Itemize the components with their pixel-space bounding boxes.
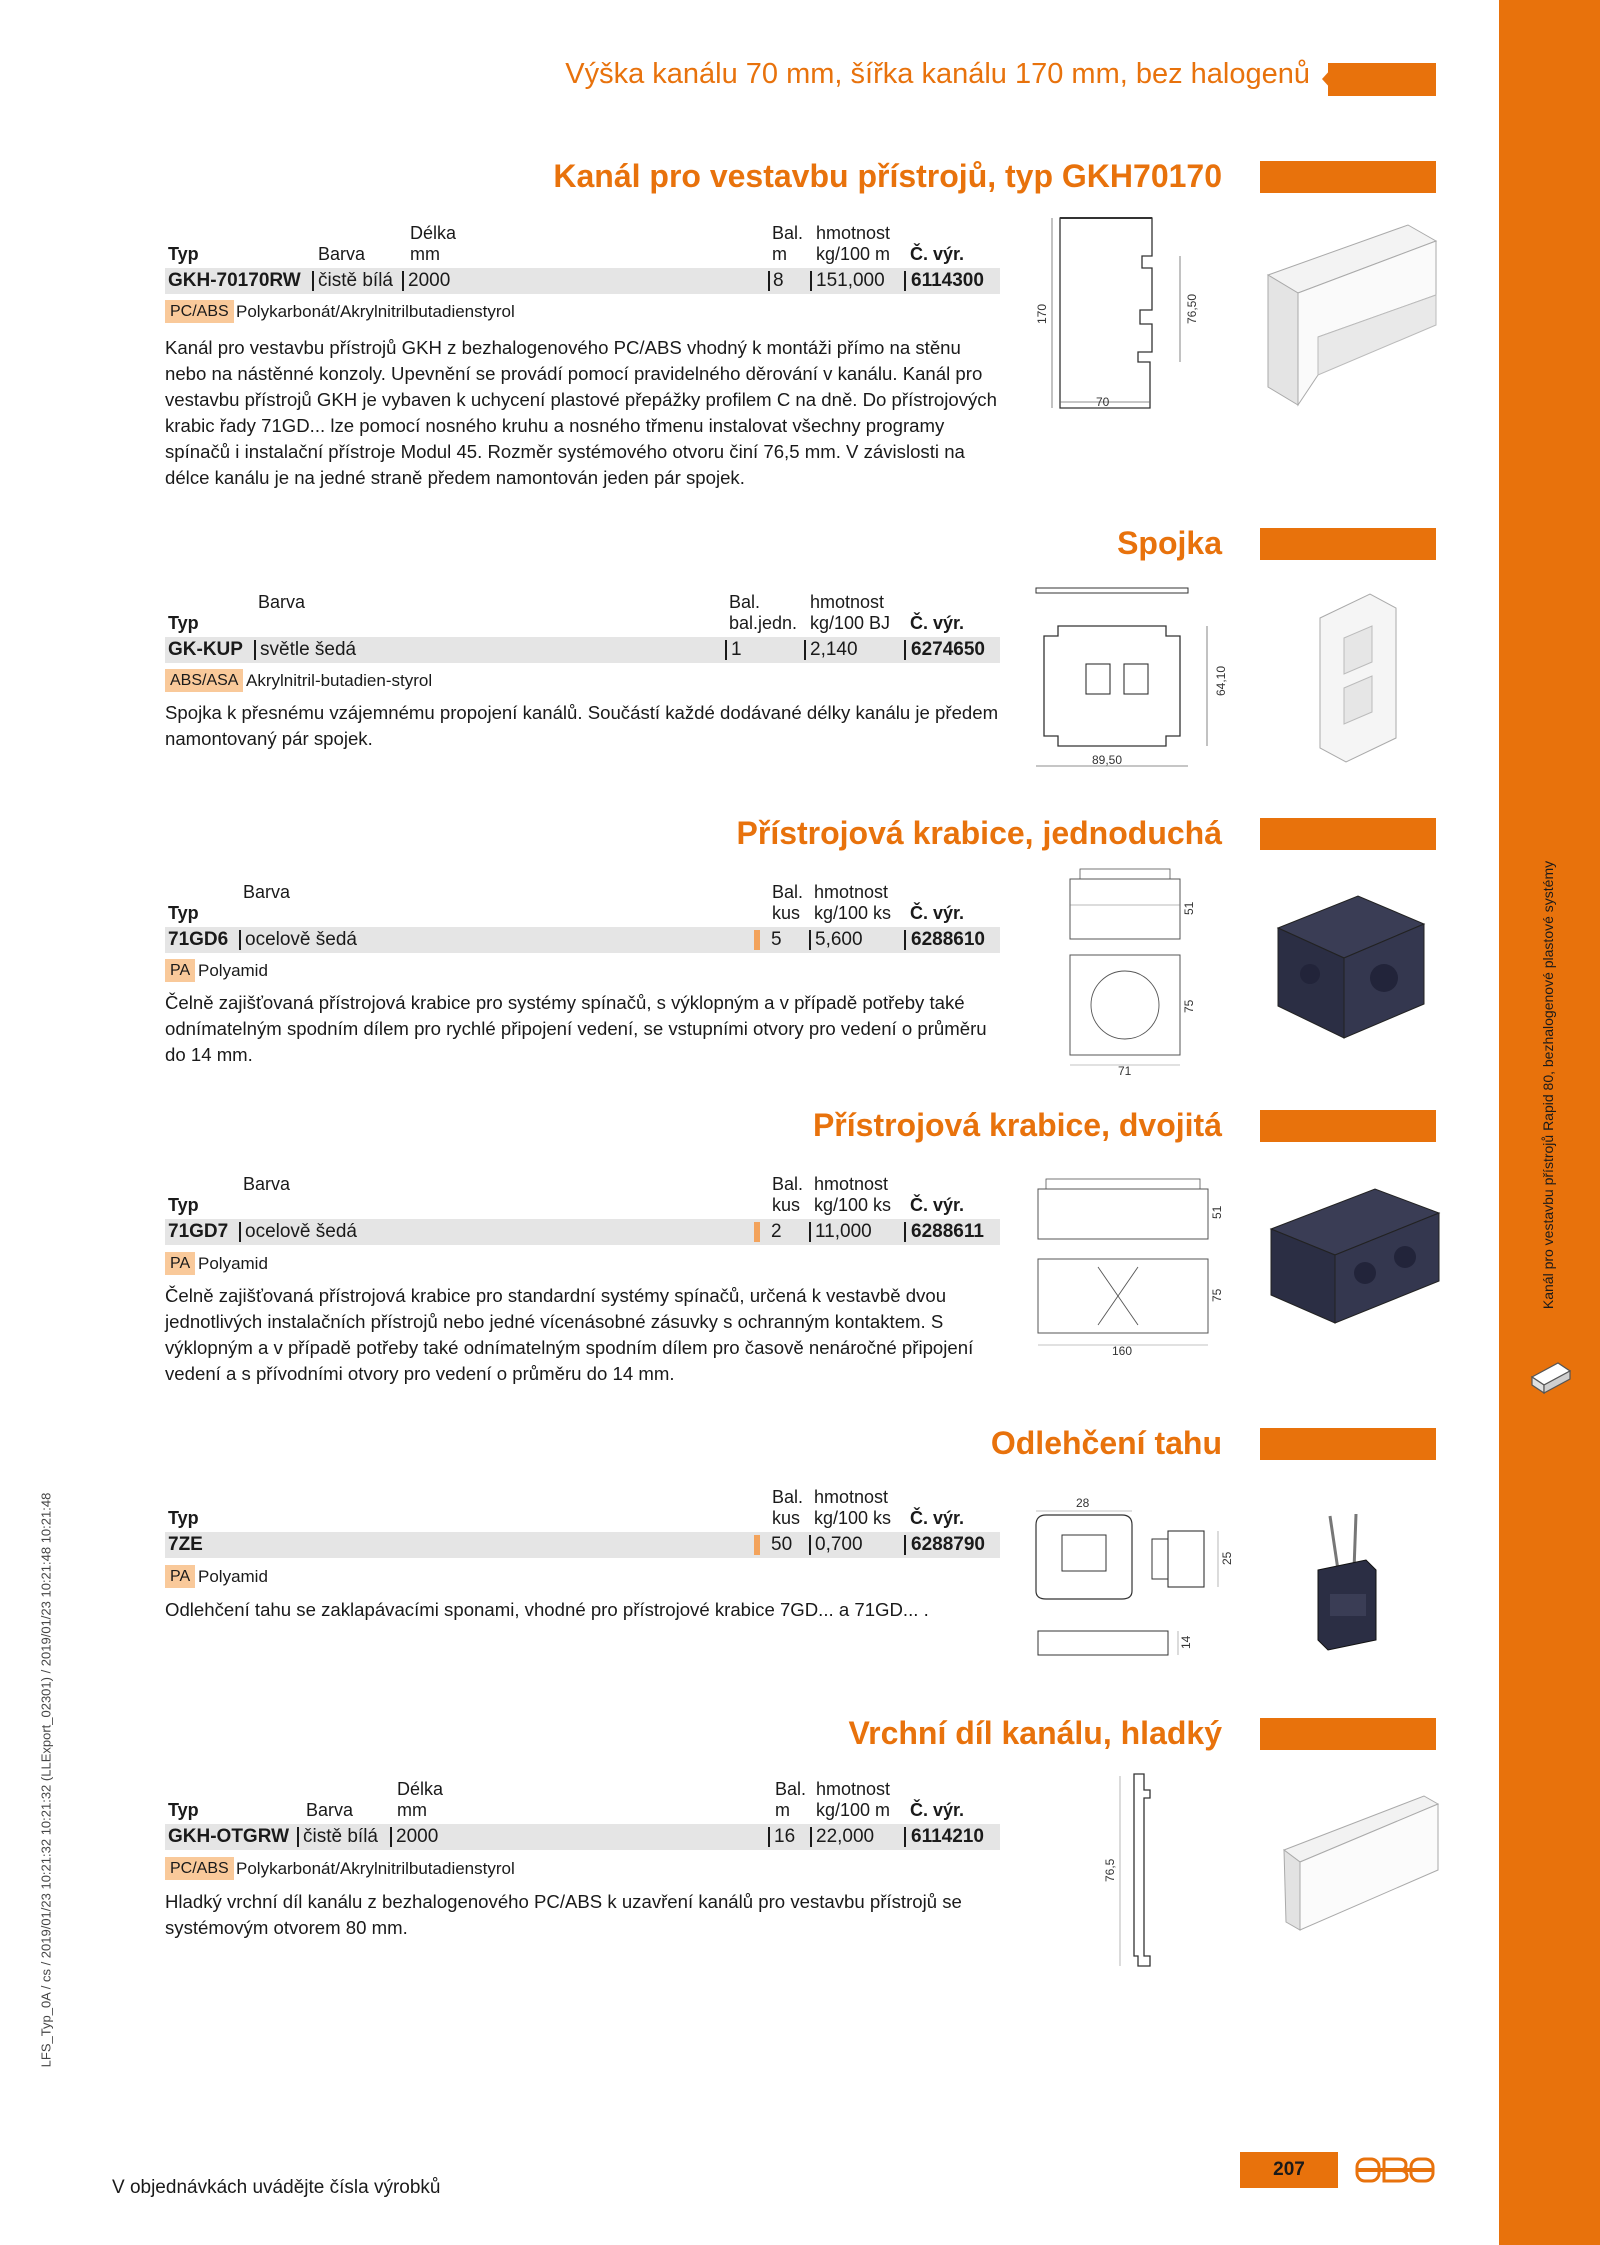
- product-length: 2000: [396, 1826, 439, 1847]
- pack-marker: [754, 1535, 760, 1555]
- dim-height: 25: [1220, 1551, 1234, 1565]
- box-double-3d-image: [1265, 1183, 1445, 1333]
- table-row: [165, 268, 1000, 294]
- product-type: GKH-OTGRW: [168, 1826, 290, 1847]
- section-title-bar: [1260, 1428, 1436, 1460]
- product-type: GKH-70170RW: [168, 270, 301, 291]
- material-code-tag: PA: [165, 1565, 195, 1588]
- col-header-type: Typ: [168, 1800, 199, 1820]
- col-header-length-unit: mm: [397, 1800, 427, 1820]
- cell-separator: [809, 1535, 811, 1555]
- material-description: Polykarbonát/Akrylnitrilbutadienstyrol: [236, 302, 515, 321]
- section-title-bar: [1260, 161, 1436, 193]
- product-color: ocelově šedá: [245, 929, 357, 950]
- product-type: 7ZE: [168, 1534, 203, 1555]
- product-article-number: 6288610: [911, 929, 985, 950]
- cell-separator: [804, 640, 806, 660]
- dim-depth: 51: [1182, 901, 1196, 915]
- product-weight: 5,600: [815, 929, 863, 950]
- material-code-tag: PA: [165, 959, 195, 982]
- cell-separator: [904, 640, 906, 660]
- cell-separator: [904, 930, 906, 950]
- dim-width: 160: [1112, 1344, 1133, 1358]
- cell-separator: [809, 1222, 811, 1242]
- col-header-color: Barva: [306, 1800, 354, 1820]
- channel-icon: [1528, 1355, 1574, 1401]
- product-type: GK-KUP: [168, 639, 243, 660]
- col-header-length: Délka: [397, 1779, 444, 1799]
- product-color: čistě bílá: [318, 270, 393, 291]
- col-header-type: Typ: [168, 613, 199, 633]
- product-article-number: 6288790: [911, 1534, 985, 1555]
- col-header-pack-unit: kus: [772, 1195, 801, 1215]
- cell-separator: [768, 1827, 770, 1847]
- product-pack: 1: [731, 639, 742, 660]
- page-header: Výška kanálu 70 mm, šířka kanálu 170 mm, bez halogenů: [565, 58, 1310, 90]
- product-weight: 0,700: [815, 1534, 863, 1555]
- product-color: ocelově šedá: [245, 1221, 357, 1242]
- section-title-spojka: Spojka: [1117, 525, 1222, 561]
- material-description: Polyamid: [198, 961, 268, 980]
- table-row: [165, 1219, 1000, 1245]
- coupler-drawing: [1030, 584, 1235, 776]
- product-color: světle šedá: [260, 639, 357, 660]
- product-weight: 22,000: [816, 1826, 875, 1847]
- side-category-label: Kanál pro vestavbu přístrojů Rapid 80, bezhalogenové plastové systémy: [1540, 860, 1556, 1310]
- table-row: [165, 927, 1000, 953]
- dim-height: 76,5: [1103, 1858, 1117, 1882]
- cell-separator: [312, 271, 314, 291]
- product-description: Spojka k přesnému vzájemnému propojení kanálů. Součástí každé dodávané délky kanálu je předem namontovaný pár spojek.: [165, 702, 999, 749]
- col-header-color: Barva: [258, 592, 306, 612]
- col-header-type: Typ: [168, 244, 199, 264]
- channel-cross-section-drawing: [1030, 212, 1235, 417]
- col-header-weight-unit: kg/100 m: [816, 1800, 891, 1820]
- section-title-bar: [1260, 818, 1436, 850]
- dim-height: 75: [1182, 999, 1196, 1013]
- col-header-type: Typ: [168, 1195, 199, 1215]
- box-single-drawing: [1060, 865, 1205, 1075]
- cell-separator: [390, 1827, 392, 1847]
- dim-height: 64,10: [1214, 665, 1228, 696]
- cell-separator: [239, 930, 241, 950]
- cell-separator: [402, 271, 404, 291]
- box-double-drawing: [1028, 1175, 1238, 1360]
- material-description: Polykarbonát/Akrylnitrilbutadienstyrol: [236, 1859, 515, 1878]
- dim-width: 71: [1118, 1064, 1132, 1075]
- col-header-article: Č. výr.: [910, 1195, 965, 1215]
- section-title-bar: [1260, 1718, 1436, 1750]
- material-code-tag: PA: [165, 1252, 195, 1275]
- dim-depth: 14: [1179, 1635, 1193, 1649]
- obo-logo: [1354, 2155, 1436, 2185]
- material-description: Polyamid: [198, 1567, 268, 1586]
- cell-separator: [768, 271, 770, 291]
- col-header-weight-unit: kg/100 ks: [814, 1195, 892, 1215]
- col-header-weight-unit: kg/100 BJ: [810, 613, 891, 633]
- section-title-box-double: Přístrojová krabice, dvojitá: [812, 1107, 1222, 1143]
- product-pack: 5: [771, 929, 782, 950]
- col-header-weight-unit: kg/100 m: [816, 244, 891, 264]
- col-header-weight: hmotnost: [814, 1174, 889, 1194]
- cell-separator: [904, 1535, 906, 1555]
- col-header-pack-unit: kus: [772, 1508, 801, 1528]
- product-pack: 8: [773, 270, 784, 291]
- header-accent-box: [1328, 63, 1436, 96]
- product-article-number: 6114300: [911, 270, 984, 291]
- col-header-weight-unit: kg/100 ks: [814, 903, 892, 923]
- dim-height: 75: [1210, 1288, 1224, 1302]
- section-title-strain-relief: Odlehčení tahu: [990, 1425, 1222, 1461]
- section-title-bar: [1260, 528, 1436, 560]
- cell-separator: [810, 271, 812, 291]
- pack-marker: [754, 930, 760, 950]
- col-header-pack-unit: m: [772, 244, 787, 264]
- dim-width: 89,50: [1092, 753, 1123, 767]
- col-header-article: Č. výr.: [910, 1800, 965, 1820]
- col-header-article: Č. výr.: [910, 1508, 965, 1528]
- col-header-article: Č. výr.: [910, 244, 965, 264]
- col-header-pack: Bal.: [775, 1779, 807, 1799]
- product-type: 71GD6: [168, 929, 229, 950]
- col-header-color: Barva: [243, 1174, 291, 1194]
- cell-separator: [239, 1222, 241, 1242]
- section-title-gkh70170: Kanál pro vestavbu přístrojů, typ GKH70170: [553, 158, 1222, 194]
- strain-relief-3d-image: [1308, 1510, 1388, 1660]
- material-code-tag: ABS/ASA: [165, 669, 243, 692]
- dim-depth: 51: [1210, 1205, 1224, 1219]
- col-header-pack-unit: m: [775, 1800, 790, 1820]
- col-header-color: Barva: [318, 244, 366, 264]
- cover-3d-image: [1278, 1790, 1442, 1940]
- col-header-weight: hmotnost: [816, 1779, 891, 1799]
- strain-relief-drawing: [1028, 1495, 1238, 1670]
- page-number: 207: [1273, 2159, 1305, 2180]
- product-weight: 11,000: [815, 1221, 872, 1242]
- material-description: Akrylnitril-butadien-styrol: [246, 671, 433, 690]
- col-header-weight: hmotnost: [814, 1487, 889, 1507]
- cell-separator: [725, 640, 727, 660]
- col-header-weight: hmotnost: [810, 592, 885, 612]
- dim-opening: 76,50: [1185, 293, 1199, 324]
- material-code-tag: PC/ABS: [165, 300, 234, 323]
- cell-separator: [809, 930, 811, 950]
- product-weight: 151,000: [816, 270, 885, 291]
- table-row: [165, 1532, 1000, 1558]
- col-header-type: Typ: [168, 1508, 199, 1528]
- product-description: Hladký vrchní díl kanálu z bezhalogenového PC/ABS k uzavření kanálů pro vestavbu přístrojů se systémovým otvorem 80 mm.: [165, 1891, 962, 1938]
- channel-3d-image: [1258, 215, 1438, 415]
- cell-separator: [254, 640, 256, 660]
- product-description: Čelně zajišťovaná přístrojová krabice pro systémy spínačů, s výklopným a v případě potřeby také odnímatelným spodním dílem pro rychlé připojení vedení, se vstupními otvory pro vedení o průměru do 14 mm.: [165, 992, 987, 1065]
- dim-height: 170: [1035, 303, 1049, 324]
- product-length: 2000: [408, 270, 451, 291]
- col-header-pack: Bal.: [772, 1487, 804, 1507]
- dim-width: 70: [1096, 395, 1110, 409]
- col-header-weight: hmotnost: [816, 223, 891, 243]
- coupler-3d-image: [1310, 588, 1410, 768]
- col-header-weight-unit: kg/100 ks: [814, 1508, 892, 1528]
- col-header-pack: Bal.: [772, 882, 804, 902]
- table-row: [165, 1824, 1000, 1850]
- product-description: Kanál pro vestavbu přístrojů GKH z bezhalogenového PC/ABS vhodný k montáži přímo na stěnu nebo na nástěnné konzoly. Upevnění se provádí pomocí pravidelného děrování v kanálu. Kanál pro vestavbu přístrojů GKH je vybaven k uchycení plastové přepážky profilem C na dně. Do přístrojových krabic řady 71GD... lze pomocí nosného kruhu a nosného třmenu instalovat všechny programy spínačů i instalační přístroje Modul 45. Rozměr systémového otvoru činí 76,5 mm. V závislosti na délce kanálu je na jedné straně předem namontován jeden pár spojek.: [165, 337, 997, 488]
- material-code-tag: PC/ABS: [165, 1857, 234, 1880]
- product-pack: 16: [774, 1826, 796, 1847]
- cell-separator: [297, 1827, 299, 1847]
- cell-separator: [904, 271, 906, 291]
- col-header-length-unit: mm: [410, 244, 440, 264]
- footer-note: V objednávkách uvádějte čísla výrobků: [112, 2177, 441, 2198]
- col-header-article: Č. výr.: [910, 903, 965, 923]
- section-title-bar: [1260, 1110, 1436, 1142]
- col-header-article: Č. výr.: [910, 613, 965, 633]
- box-single-3d-image: [1268, 888, 1438, 1048]
- cover-profile-drawing: [1060, 1770, 1210, 1990]
- product-type: 71GD7: [168, 1221, 229, 1242]
- col-header-pack-unit: bal.jedn.: [729, 613, 798, 633]
- col-header-pack-unit: kus: [772, 903, 801, 923]
- product-color: čistě bílá: [303, 1826, 378, 1847]
- col-header-color: Barva: [243, 882, 291, 902]
- print-metadata: LFS_Typ_0A / cs / 2019/01/23 10:21:32 10:21:32 (LLExport_02301) / 2019/01/23 10:21:48 10:21:48: [38, 1492, 54, 2068]
- table-row: [165, 637, 1000, 663]
- product-weight: 2,140: [810, 639, 858, 660]
- product-article-number: 6114210: [911, 1826, 984, 1847]
- col-header-pack: Bal.: [772, 1174, 804, 1194]
- col-header-pack: Bal.: [772, 223, 804, 243]
- col-header-type: Typ: [168, 903, 199, 923]
- material-description: Polyamid: [198, 1254, 268, 1273]
- product-pack: 50: [771, 1534, 793, 1555]
- product-article-number: 6274650: [911, 639, 985, 660]
- product-description: Čelně zajišťovaná přístrojová krabice pro standardní systémy spínačů, určená k vestavbě dvou jednotlivých instalačních přístrojů nebo jedné vícenásobné zásuvky s ochranným kontaktem. S výklopným a v případě potřeby také odnímatelným spodním dílem pro časově nenáročné připojení vedení a s přívodními otvory pro vedení o průměru do 14 mm.: [165, 1285, 974, 1384]
- cell-separator: [904, 1827, 906, 1847]
- section-title-channel-cover: Vrchní díl kanálu, hladký: [848, 1715, 1222, 1751]
- dim-width: 28: [1076, 1496, 1090, 1510]
- col-header-length: Délka: [410, 223, 457, 243]
- col-header-pack: Bal.: [729, 592, 761, 612]
- product-pack: 2: [771, 1221, 782, 1242]
- product-description: Odlehčení tahu se zaklapávacími sponami, vhodné pro přístrojové krabice 7GD... a 71GD... .: [165, 1599, 929, 1620]
- cell-separator: [904, 1222, 906, 1242]
- pack-marker: [754, 1222, 760, 1242]
- col-header-weight: hmotnost: [814, 882, 889, 902]
- section-title-box-single: Přístrojová krabice, jednoduchá: [736, 815, 1222, 851]
- cell-separator: [810, 1827, 812, 1847]
- product-article-number: 6288611: [911, 1221, 984, 1242]
